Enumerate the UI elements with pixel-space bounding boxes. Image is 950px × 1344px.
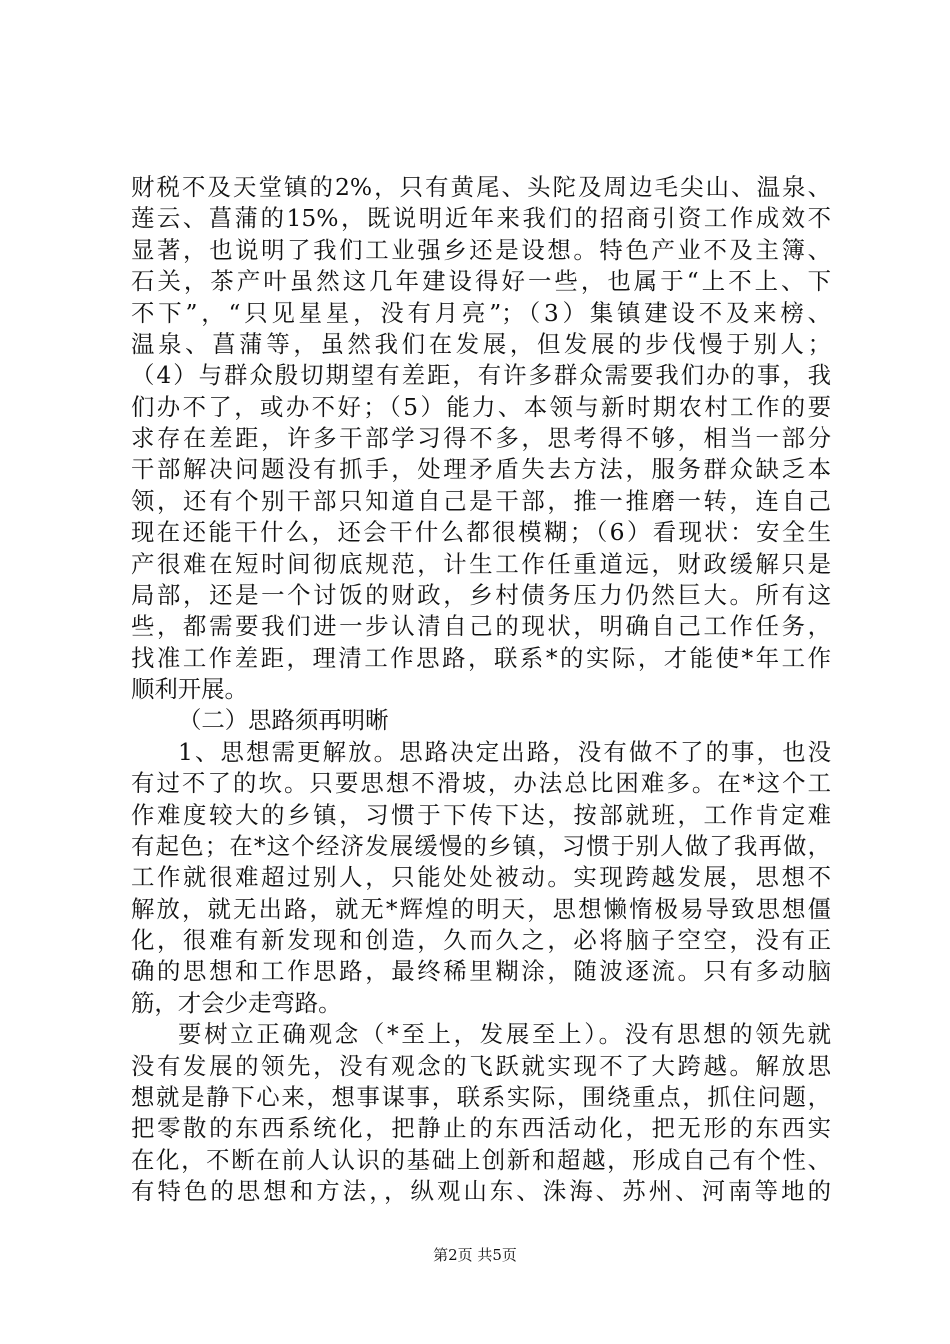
text-line: 领，还有个别干部只知道自己是干部，推一推磨一转，连自己 [131, 487, 831, 515]
text-line: 不下”，“只见星星，没有月亮”；（3）集镇建设不及来榜、 [131, 299, 831, 327]
text-line: 显著，也说明了我们工业强乡还是设想。特色产业不及主簿、 [131, 236, 831, 264]
text-line: 把零散的东西系统化，把静止的东西活动化，把无形的东西实 [131, 1114, 831, 1142]
text-line: 温泉、菖蒲等，虽然我们在发展，但发展的步伐慢于别人； [131, 330, 831, 358]
text-line: （4）与群众殷切期望有差距，有许多群众需要我们办的事，我 [131, 361, 831, 389]
text-line: 干部解决问题没有抓手，处理矛盾失去方法，服务群众缺乏本 [131, 455, 831, 483]
text-line: 没有发展的领先，没有观念的飞跃就实现不了大跨越。解放思 [131, 1052, 831, 1080]
text-line: 有过不了的坎。只要思想不滑坡，办法总比困难多。在*这个工 [131, 769, 831, 797]
section-heading: （二）思路须再明晰 [178, 706, 389, 734]
text-line: 们办不了，或办不好；（5）能力、本领与新时期农村工作的要 [131, 393, 831, 421]
text-line: 找准工作差距，理清工作思路，联系*的实际，才能使*年工作 [131, 644, 831, 672]
text-line: 想就是静下心来，想事谋事，联系实际，围绕重点，抓住问题， [131, 1083, 831, 1111]
text-line: 石关，茶产叶虽然这几年建设得好一些，也属于“上不上、下 [131, 267, 831, 295]
text-line: 作难度较大的乡镇，习惯于下传下达，按部就班，工作肯定难 [131, 801, 831, 829]
text-line: 现在还能干什么，还会干什么都很模糊；（6）看现状：安全生 [131, 518, 831, 546]
text-line: 财税不及天堂镇的2%，只有黄尾、头陀及周边毛尖山、温泉、 [131, 173, 831, 201]
text-line: 顺利开展。 [131, 675, 248, 703]
text-line: 局部，还是一个讨饭的财政，乡村债务压力仍然巨大。所有这 [131, 581, 831, 609]
text-line: 有起色；在*这个经济发展缓慢的乡镇，习惯于别人做了我再做， [131, 832, 831, 860]
text-line: 化，很难有新发现和创造，久而久之，必将脑子空空，没有正 [131, 926, 831, 954]
text-line: 在化，不断在前人认识的基础上创新和超越，形成自己有个性、 [131, 1146, 831, 1174]
text-line: 求存在差距，许多干部学习得不多，思考得不够，相当一部分 [131, 424, 831, 452]
text-line: 些，都需要我们进一步认清自己的现状，明确自己工作任务， [131, 612, 831, 640]
paragraph-first-line: 要树立正确观念（*至上，发展至上）。没有思想的领先就 [178, 1020, 831, 1048]
text-line: 工作就很难超过别人，只能处处被动。实现跨越发展，思想不 [131, 863, 831, 891]
text-line: 产很难在短时间彻底规范，计生工作任重道远，财政缓解只是 [131, 550, 831, 578]
text-line: 筋，才会少走弯路。 [131, 989, 342, 1017]
paragraph-first-line: 1、思想需更解放。思路决定出路，没有做不了的事，也没 [178, 738, 831, 766]
page-footer: 第2页 共5页 [433, 1246, 517, 1264]
text-line: 莲云、菖蒲的15%，既说明近年来我们的招商引资工作成效不 [131, 204, 831, 232]
text-line: 有特色的思想和方法，，纵观山东、洙海、苏州、河南等地的 [131, 1177, 831, 1205]
text-line: 确的思想和工作思路，最终稀里糊涂，随波逐流。只有多动脑 [131, 957, 831, 985]
text-line: 解放，就无出路，就无*辉煌的明天，思想懒惰极易导致思想僵 [131, 895, 831, 923]
